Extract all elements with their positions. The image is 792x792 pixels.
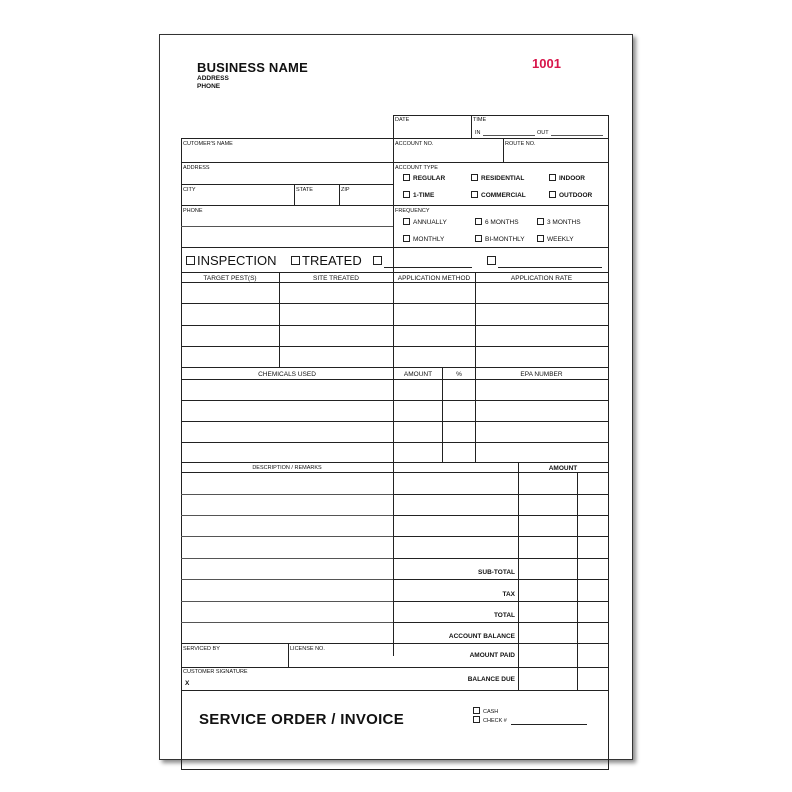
balance-due-label: BALANCE DUE — [467, 676, 515, 683]
table-row[interactable] — [181, 346, 609, 347]
residential-checkbox[interactable]: RESIDENTIAL — [471, 174, 524, 183]
percent-header: % — [456, 371, 462, 378]
chemicals-used-header: CHEMICALS USED — [258, 371, 316, 378]
business-phone: PHONE — [197, 83, 221, 90]
time-out-label: OUT — [537, 130, 549, 136]
amount-column-header: AMOUNT — [548, 465, 578, 472]
application-rate-header: APPLICATION RATE — [510, 275, 573, 282]
weekly-checkbox[interactable]: WEEKLY — [537, 235, 574, 244]
regular-checkbox[interactable]: REGULAR — [403, 174, 445, 183]
commercial-checkbox[interactable]: COMMERCIAL — [471, 191, 526, 200]
city-label: CITY — [183, 187, 196, 193]
epa-number-header: EPA NUMBER — [520, 371, 563, 378]
license-no-label: LICENSE NO. — [290, 646, 325, 652]
form-number: 1001 — [532, 56, 561, 71]
one-time-checkbox[interactable]: 1-TIME — [403, 191, 434, 200]
business-name: BUSINESS NAME — [197, 60, 308, 75]
customer-name-label: CUTOMER'S NAME — [183, 141, 233, 147]
signature-x: X — [185, 680, 190, 687]
amount-paid-label: AMOUNT PAID — [469, 652, 515, 659]
other-service-checkbox-1[interactable] — [373, 254, 472, 268]
route-no-label: ROUTE NO. — [505, 141, 536, 147]
business-address: ADDRESS — [197, 75, 229, 82]
invoice-title: SERVICE ORDER / INVOICE — [199, 711, 404, 728]
phone-label: PHONE — [183, 208, 203, 214]
table-row[interactable] — [181, 303, 609, 304]
target-pest-header: TARGET PEST(S) — [203, 275, 257, 282]
six-months-checkbox[interactable]: 6 MONTHS — [475, 218, 519, 227]
tax-label: TAX — [502, 591, 515, 598]
three-months-checkbox[interactable]: 3 MONTHS — [537, 218, 581, 227]
outdoor-checkbox[interactable]: OUTDOOR — [549, 191, 592, 200]
bi-monthly-checkbox[interactable]: BI-MONTHLY — [475, 235, 525, 244]
description-header: DESCRIPTION / REMARKS — [252, 465, 322, 471]
zip-label: ZIP — [341, 187, 350, 193]
address-label: ADDRESS — [183, 165, 210, 171]
application-method-header: APPLICATION METHOD — [397, 275, 471, 282]
other-service-checkbox-2[interactable] — [487, 254, 602, 268]
customer-signature-label: CUSTOMER SIGNATURE — [183, 669, 248, 675]
account-balance-label: ACCOUNT BALANCE — [448, 633, 515, 640]
table-row[interactable] — [181, 325, 609, 326]
state-label: STATE — [296, 187, 313, 193]
frequency-label: FREQUENCY — [395, 208, 430, 214]
indoor-checkbox[interactable]: INDOOR — [549, 174, 585, 183]
time-out-field[interactable] — [551, 135, 603, 136]
date-label: DATE — [395, 117, 410, 123]
amount-header: AMOUNT — [403, 371, 433, 378]
table-row[interactable] — [181, 400, 609, 401]
monthly-checkbox[interactable]: MONTHLY — [403, 235, 444, 244]
account-type-label: ACCOUNT TYPE — [395, 165, 438, 171]
account-no-label: ACCOUNT NO. — [395, 141, 434, 147]
site-treated-header: SITE TREATED — [313, 275, 359, 282]
check-checkbox[interactable]: CHECK # — [473, 716, 587, 725]
table-row[interactable] — [181, 442, 609, 443]
service-form — [181, 115, 609, 770]
total-label: TOTAL — [493, 612, 515, 619]
serviced-by-label: SERVICED BY — [183, 646, 220, 652]
time-in-label: IN — [475, 130, 481, 136]
annually-checkbox[interactable]: ANNUALLY — [403, 218, 447, 227]
time-label: TIME — [473, 117, 487, 123]
sub-total-label: SUB-TOTAL — [478, 569, 515, 576]
treated-checkbox[interactable]: TREATED — [291, 254, 362, 268]
inspection-checkbox[interactable]: INSPECTION — [186, 254, 276, 268]
invoice-sheet — [159, 34, 633, 760]
cash-checkbox[interactable]: CASH — [473, 707, 498, 716]
time-in-field[interactable] — [483, 135, 535, 136]
table-row[interactable] — [181, 421, 609, 422]
